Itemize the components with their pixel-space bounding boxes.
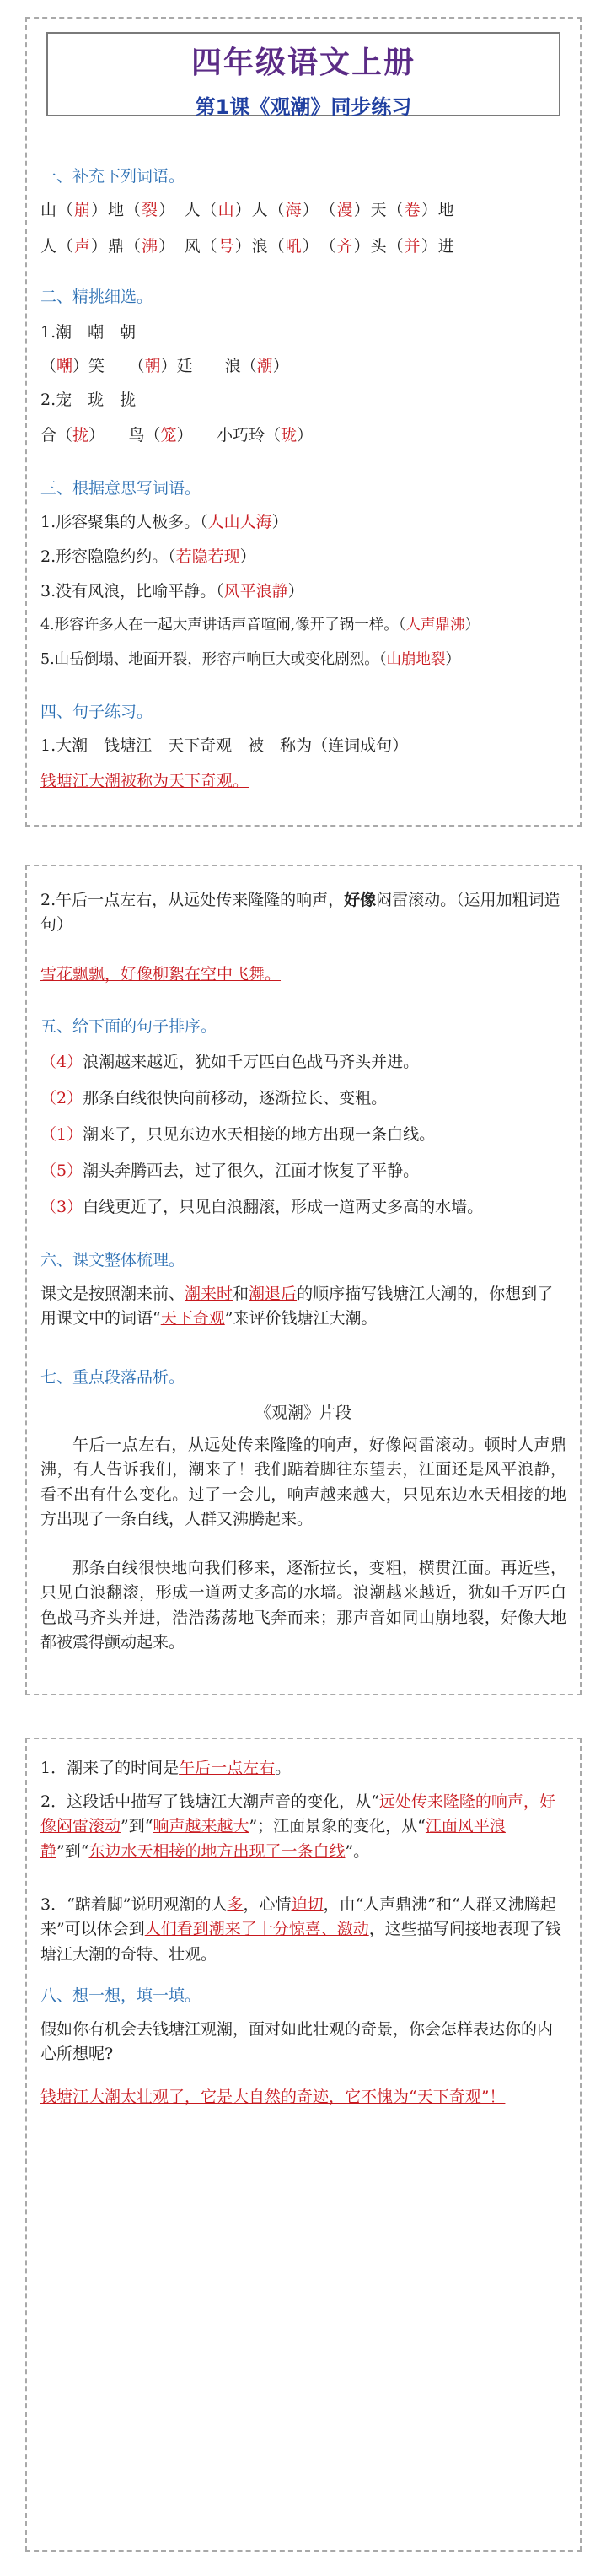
s5-item-2: （2）那条白线很快向前移动，逐渐拉长、变粗。 bbox=[40, 1089, 388, 1107]
answer-text: 笼 bbox=[160, 426, 177, 445]
answer-text: 山 bbox=[217, 201, 235, 219]
text-segment: ）天（ bbox=[353, 201, 405, 219]
s3-item-2 bbox=[40, 547, 566, 568]
answer-text: 江面风平浪静 bbox=[40, 1817, 506, 1861]
text-segment: ） bbox=[464, 617, 480, 633]
text-segment: ） bbox=[271, 513, 288, 531]
text-segment: 。 bbox=[275, 1759, 292, 1777]
order-number: （2） bbox=[40, 1089, 83, 1107]
text-segment: 1．潮来了的时间是 bbox=[40, 1759, 180, 1777]
answer-text: 人山人海 bbox=[207, 513, 272, 531]
s4-a2: 雪花飘飘，好像柳絮在空中飞舞。 bbox=[40, 965, 282, 984]
answer-text: 午后一点左右 bbox=[179, 1759, 276, 1777]
s7-q2 bbox=[40, 1790, 566, 1864]
s8-question: 假如你有机会去钱塘江观潮，面对如此壮观的奇景，你会怎样表达你的内心所想呢? bbox=[40, 2020, 554, 2064]
text-segment: 山（ bbox=[40, 201, 75, 219]
s3-item-3 bbox=[40, 581, 566, 602]
section-8-heading: 八、想一想，填一填。 bbox=[40, 1986, 201, 2005]
answer-text: 嘲 bbox=[56, 357, 73, 375]
text-segment: （ bbox=[40, 357, 57, 375]
s6-paragraph bbox=[40, 1282, 566, 1332]
text-segment: ） （ bbox=[302, 237, 337, 256]
text-segment: ） bbox=[287, 582, 304, 601]
text-segment: ”；江面景象的变化，从“ bbox=[249, 1817, 426, 1836]
text-segment: 3.没有风浪，比喻平静。（ bbox=[40, 582, 224, 601]
answer-text: 人声鼎沸 bbox=[405, 617, 465, 633]
answer-text: 朝 bbox=[144, 357, 161, 375]
text-segment: ） bbox=[445, 651, 460, 668]
answer-text: 卷 bbox=[404, 201, 421, 219]
text-segment: ）地 bbox=[421, 201, 455, 219]
answer-text: 裂 bbox=[142, 201, 159, 219]
worksheet-card-2 bbox=[25, 865, 582, 1695]
text-segment: ） 风（ bbox=[158, 237, 218, 256]
text-segment: ） （ bbox=[302, 201, 337, 219]
text-segment: 和 bbox=[233, 1285, 249, 1303]
section-2-heading: 二、精挑细选。 bbox=[40, 288, 153, 306]
text-segment: ，这些描写间接地表现了钱塘江大潮的奇特、壮观。 bbox=[40, 1920, 561, 1964]
text-segment: ，心情 bbox=[243, 1895, 292, 1914]
section-7-heading: 七、重点段落品析。 bbox=[40, 1368, 185, 1387]
text-segment: 3．“踮着脚”说明观潮的人 bbox=[40, 1895, 228, 1914]
answer-text: 号 bbox=[217, 237, 235, 256]
s5-item-5: （3）白线更近了，只见白浪翻滚，形成一道两丈多高的水墙。 bbox=[40, 1198, 484, 1216]
order-number: （4） bbox=[40, 1053, 83, 1071]
text-segment: ，由“人声鼎沸”和“人群又沸腾起来”可以体会到 bbox=[40, 1895, 556, 1939]
worksheet-card-3 bbox=[25, 1738, 582, 2552]
text-segment: ）人（ bbox=[234, 201, 286, 219]
s7-q3 bbox=[40, 1893, 566, 1967]
s2-q2: 2.宠 珑 拢 bbox=[40, 391, 137, 409]
text-segment: 4.形容许多人在一起大声讲话声音喧闹,像开了锅一样。（ bbox=[40, 617, 406, 633]
answer-text: 响声越来越大 bbox=[153, 1817, 249, 1836]
text-segment: ） 鸟（ bbox=[88, 426, 161, 445]
text-segment: 好像 bbox=[344, 891, 377, 909]
s5-item-4: （5）潮头奔腾西去，过了很久，江面才恢复了平静。 bbox=[40, 1161, 420, 1180]
answer-text: 多 bbox=[227, 1895, 244, 1914]
text-segment: 1.形容聚集的人极多。（ bbox=[40, 513, 208, 531]
title-box bbox=[46, 32, 560, 119]
answer-text: 拢 bbox=[72, 426, 89, 445]
text-segment: ”到“ bbox=[56, 1841, 89, 1861]
text-segment: 5.山岳倒塌、地面开裂，形容声响巨大或变化剧烈。（ bbox=[40, 651, 387, 668]
passage-title: 《观潮》片段 bbox=[255, 1404, 351, 1422]
text-segment: ”来评价钱塘江大潮。 bbox=[224, 1309, 378, 1328]
text-segment: 合（ bbox=[40, 426, 73, 445]
page-title: 四年级语文上册 bbox=[190, 46, 416, 80]
s4-q2 bbox=[40, 888, 566, 938]
answer-text: 山崩地裂 bbox=[386, 651, 446, 668]
text-segment: ） 人（ bbox=[158, 201, 218, 219]
answer-text: 漫 bbox=[336, 201, 354, 219]
section-6-heading: 六、课文整体梳理。 bbox=[40, 1251, 185, 1269]
text-segment: 的顺序描写钱塘江大潮的，你想到了用课文中的词语“ bbox=[40, 1285, 554, 1328]
text-segment: ”。 bbox=[345, 1841, 370, 1861]
s1-line2 bbox=[40, 236, 566, 257]
worksheet-card-1 bbox=[25, 17, 582, 827]
answer-text: 齐 bbox=[336, 237, 354, 256]
s2-q1-answer bbox=[40, 356, 566, 377]
text-segment: 2．这段话中描写了钱塘江大潮声音的变化，从“ bbox=[40, 1792, 379, 1811]
s5-item-1: （4）浪潮越来越近，犹如千万匹白色战马齐头并进。 bbox=[40, 1053, 420, 1071]
answer-text: 潮退后 bbox=[249, 1285, 298, 1303]
text-segment: ）鼎（ bbox=[91, 237, 142, 256]
s3-item-5 bbox=[40, 650, 566, 670]
text-segment: ） bbox=[272, 357, 289, 375]
answer-text: 若隐若现 bbox=[175, 547, 240, 566]
answer-text: 崩 bbox=[74, 201, 92, 219]
s4-a1: 钱塘江大潮被称为天下奇观。 bbox=[40, 772, 249, 790]
answer-text: 声 bbox=[74, 237, 92, 256]
order-number: （5） bbox=[40, 1161, 83, 1180]
answer-text: 东边水天相接的地方出现了一条白线 bbox=[88, 1841, 346, 1861]
text-segment: ）头（ bbox=[353, 237, 405, 256]
answer-text: 人们看到潮来了十分惊喜、激动 bbox=[144, 1920, 369, 1939]
text-segment: 2.形容隐隐约约。（ bbox=[40, 547, 176, 566]
text-segment: ）地（ bbox=[91, 201, 142, 219]
s2-q2-answer bbox=[40, 425, 566, 446]
section-5-heading: 五、给下面的句子排序。 bbox=[40, 1017, 217, 1036]
section-1-heading: 一、补充下列词语。 bbox=[40, 167, 185, 186]
text-segment: ）浪（ bbox=[234, 237, 286, 256]
s7-q1 bbox=[40, 1758, 566, 1779]
text-segment: 2.午后一点左右，从远处传来隆隆的响声， bbox=[40, 891, 345, 909]
order-number: （3） bbox=[40, 1198, 83, 1216]
s3-item-1 bbox=[40, 512, 566, 533]
answer-text: 珑 bbox=[281, 426, 298, 445]
answer-text: 潮来时 bbox=[185, 1285, 233, 1303]
s1-line1 bbox=[40, 200, 566, 221]
text-segment: ） bbox=[239, 547, 256, 566]
s2-q1: 1.潮 嘲 朝 bbox=[40, 323, 137, 342]
answer-text: 沸 bbox=[142, 237, 159, 256]
answer-text: 潮 bbox=[256, 357, 273, 375]
order-number: （1） bbox=[40, 1125, 83, 1144]
text-segment: ）廷 浪（ bbox=[160, 357, 257, 375]
lesson-subtitle: 第1课《观潮》同步练习 bbox=[195, 95, 412, 119]
answer-text: 风平浪静 bbox=[223, 582, 288, 601]
text-segment: ） 小巧玲（ bbox=[176, 426, 282, 445]
passage-para-1: 午后一点左右，从远处传来隆隆的响声，好像闷雷滚动。顿时人声鼎沸，有人告诉我们，潮来了！我们踮着脚往东望去，江面还是风平浪静，看不出有什么变化。过了一会儿，响声越来越大，只见东边水天相接的地方出现了一条白线，人群又沸腾起来。 bbox=[40, 1436, 566, 1529]
section-3-heading: 三、根据意思写词语。 bbox=[40, 479, 201, 498]
s4-q1: 1.大潮 钱塘江 天下奇观 被 称为（连词成句） bbox=[40, 736, 409, 755]
s8-answer: 钱塘江大潮太壮观了，它是大自然的奇迹，它不愧为“天下奇观”！ bbox=[40, 2088, 506, 2106]
text-segment: 人（ bbox=[40, 237, 75, 256]
text-segment: ”到“ bbox=[121, 1817, 153, 1836]
answer-text: 海 bbox=[285, 201, 303, 219]
answer-text: 天下奇观 bbox=[160, 1309, 225, 1328]
section-4-heading: 四、句子练习。 bbox=[40, 703, 153, 721]
passage-para-2: 那条白线很快地向我们移来，逐渐拉长，变粗，横贯江面。再近些，只见白浪翻滚，形成一道两丈多高的水墙。浪潮越来越近，犹如千万匹白色战马齐头并进，浩浩荡荡地飞奔而来；那声音如同山崩地裂，好像大地都被震得颤动起来。 bbox=[40, 1559, 566, 1652]
answer-text: 远处传来隆隆的响声，好像闷雷滚动 bbox=[40, 1792, 555, 1836]
s3-item-4 bbox=[40, 616, 566, 635]
answer-text: 迫切 bbox=[291, 1895, 324, 1914]
answer-text: 并 bbox=[404, 237, 421, 256]
text-segment: 课文是按照潮来前、 bbox=[40, 1285, 185, 1303]
text-segment: ）笑 （ bbox=[72, 357, 145, 375]
text-segment: ）进 bbox=[421, 237, 455, 256]
text-segment: 闷雷滚动。（运用加粗词造句） bbox=[40, 891, 560, 935]
text-segment: ） bbox=[297, 426, 314, 445]
s5-item-3: （1）潮来了，只见东边水天相接的地方出现一条白线。 bbox=[40, 1125, 436, 1144]
answer-text: 吼 bbox=[285, 237, 303, 256]
